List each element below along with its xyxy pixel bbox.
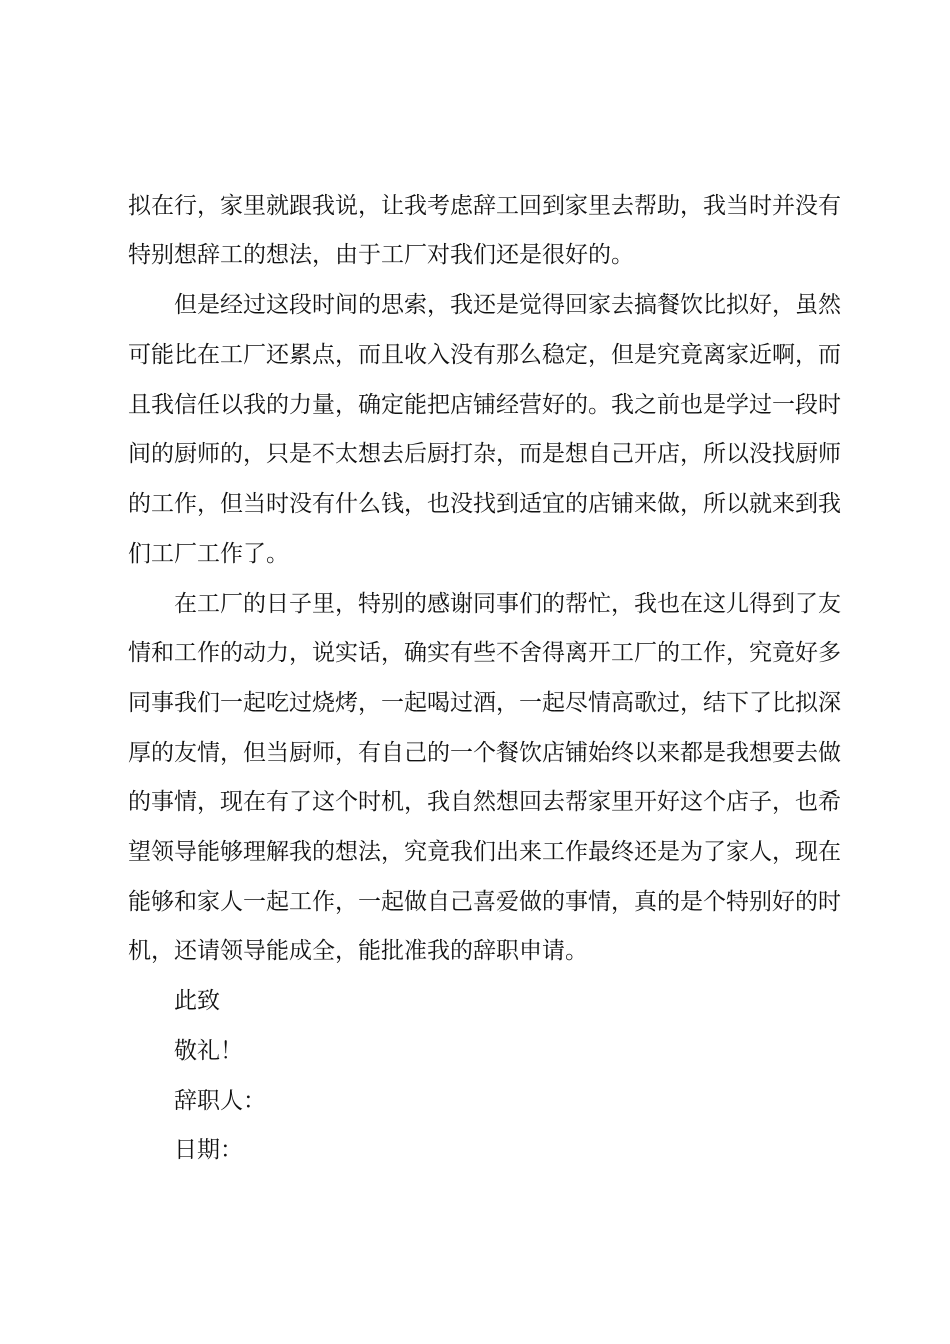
paragraph-1-line-1: 拟在行，家里就跟我说，让我考虑辞工回到家里去帮助，我当时并没有 (128, 193, 841, 219)
paragraph-2-line-4: 间的厨师的，只是不太想去后厨打杂，而是想自己开店，所以没找厨师 (128, 441, 841, 467)
closing-salutation: 此致 (174, 988, 220, 1014)
paragraph-2-line-3: 且我信任以我的力量，确定能把店铺经营好的。我之前也是学过一段时 (128, 392, 841, 418)
resigner-label: 辞职人： (174, 1088, 266, 1114)
paragraph-2-line-1: 但是经过这段时间的思索，我还是觉得回家去搞餐饮比拟好，虽然 (174, 292, 841, 318)
paragraph-3-line-6: 望领导能够理解我的想法，究竟我们出来工作最终还是为了家人，现在 (128, 839, 841, 865)
paragraph-3-line-1: 在工厂的日子里，特别的感谢同事们的帮忙，我也在这儿得到了友 (174, 591, 841, 617)
paragraph-3-line-2: 情和工作的动力，说实话，确实有些不舍得离开工厂的工作，究竟好多 (128, 640, 841, 666)
paragraph-3-line-8: 机，还请领导能成全，能批准我的辞职申请。 (128, 938, 588, 964)
paragraph-3-line-3: 同事我们一起吃过烧烤，一起喝过酒，一起尽情高歌过，结下了比拟深 (128, 690, 841, 716)
paragraph-3-line-4: 厚的友情，但当厨师，有自己的一个餐饮店铺始终以来都是我想要去做 (128, 740, 841, 766)
paragraph-2-line-5: 的工作，但当时没有什么钱，也没找到适宜的店铺来做，所以就来到我 (128, 491, 841, 517)
paragraph-1-line-2: 特别想辞工的想法，由于工厂对我们还是很好的。 (128, 242, 634, 268)
paragraph-2-line-2: 可能比在工厂还累点，而且收入没有那么稳定，但是究竟离家近啊，而 (128, 342, 841, 368)
closing-respect: 敬礼！ (174, 1038, 243, 1064)
paragraph-3-line-5: 的事情，现在有了这个时机，我自然想回去帮家里开好这个店子，也希 (128, 789, 841, 815)
paragraph-2-line-6: 们工厂工作了。 (128, 541, 289, 567)
paragraph-3-line-7: 能够和家人一起工作，一起做自己喜爱做的事情，真的是个特别好的时 (128, 889, 841, 915)
date-label: 日期： (174, 1137, 243, 1163)
